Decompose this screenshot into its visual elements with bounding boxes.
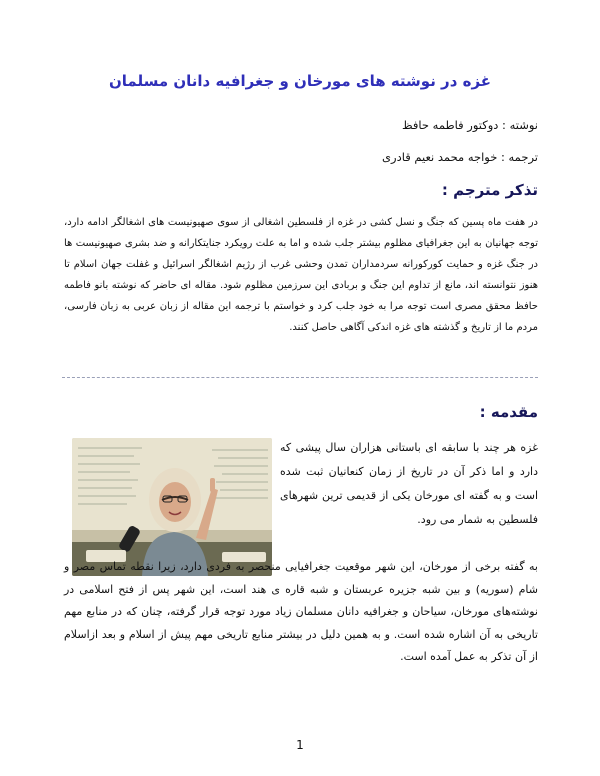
- introduction-paragraph-continued: به گفته برخی از مورخان، این شهر موقعیت جغرافیایی منحصر به فردی دارد، زیرا نقطه تماس مصر و شام (سوریه) و بین شبه جزیره عربستان و شبه قاره ی هند است، این شهر پس از فتح اسلامی در نوشته‌های مورخان، سیاحان و جغرافیه دانان مسلمان زیاد مورد توجه قرار گرفته، چنان که در منابع مهم تاریخی به آن اشاره شده است. و به همین دلیل در بیشتر منابع تاریخی مهم پیش از اسلام و بعد ازاسلام از آن تذکر به عمل آمده است.: [64, 560, 538, 663]
- page-number: 1: [296, 738, 304, 752]
- introduction-heading: مقدمه :: [479, 403, 538, 421]
- section-divider: [62, 377, 538, 378]
- translator-note-paragraph: در هفت ماه پسین که جنگ و نسل کشی در غزه از فلسطین اشغالی از سوی صهیونیست های اشغالگر ادامه دارد، توجه جهانیان به این جغرافیای مظلوم بیشتر جلب شده و اما به علت رویکرد جنایتکارانه و ضد بشری صهیونیست ها در جنگ غزه و حمایت کورکورانه سردمداران تمدن وحشی غرب از رژیم اشغالگر اسرائیل و غفلت جهان اسلام تا هنوز نتوانسته اند، مانع از تداوم این جنگ و بربادی این سرزمین مظلوم شود. مقاله ای حاضر که نوشته بانو فاطمه حافظ محقق مصری است توجه مرا به خود جلب کرد و خواستم با ترجمه این مقاله از زبان عربی به زبان فارسی، مردم ما از تاریخ و گذشته های غزه اندکی آگاهی حاصل کنند.: [64, 217, 538, 333]
- author-line: نوشته : دوکتور فاطمه حافظ: [401, 118, 538, 132]
- introduction-paragraph-beside-photo: غزه هر چند با سابقه ای باستانی هزاران سال پیشی که دارد و اما ذکر آن در تاریخ از زمان کنعانیان ثبت شده است و به گفته ای مورخان یکی از قدیمی ترین شهرهای فلسطین به شمار می رود.: [280, 441, 538, 526]
- document-title: غزه در نوشته های مورخان و جغرافیه دانان مسلمان: [108, 72, 492, 90]
- translator-note-heading: تذکر مترجم :: [441, 181, 538, 199]
- translator-line: ترجمه : خواجه محمد نعیم قادری: [382, 150, 538, 164]
